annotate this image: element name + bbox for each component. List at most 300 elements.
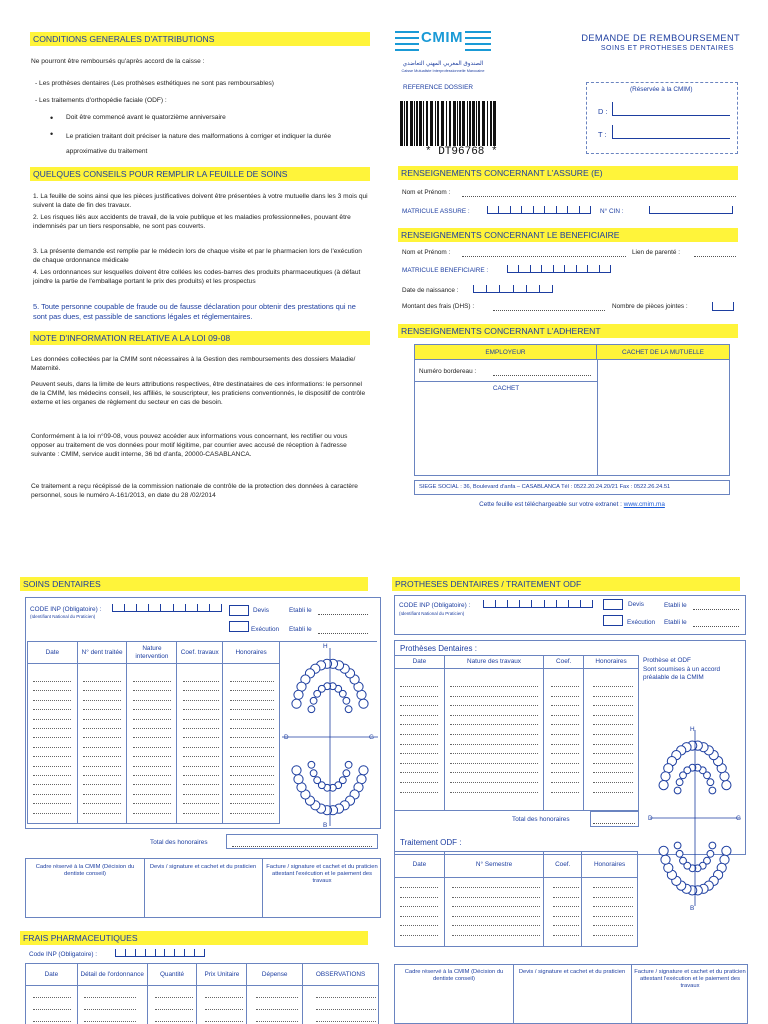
col-dent: N° dent traitée [77,642,127,664]
soins-facture-signature: Facture / signature et cachet et du praticien attestant l'exécution et le paiement des travaux [266,864,378,885]
table-row[interactable] [83,803,121,804]
prot-chart-g: G [736,815,741,822]
table-row[interactable] [183,690,219,691]
soins-devis-label: Devis [253,607,269,614]
table-row[interactable] [230,747,274,748]
tooth-icon[interactable] [709,842,716,849]
tooth-icon[interactable] [308,706,315,713]
col-p-honoraires: Honoraires [584,656,639,669]
side-note-title: Prothèse et ODF [643,657,691,664]
tooth-icon[interactable] [294,775,303,784]
table-row[interactable] [83,756,121,757]
tooth-icon[interactable] [359,699,368,708]
download-note: Cette feuille est téléchargeable sur votre extranet : www.cmim.ma [479,501,665,508]
table-row[interactable] [133,719,171,720]
table-row[interactable] [400,724,438,725]
table-row[interactable] [33,728,71,729]
form-title: DEMANDE DE REMBOURSEMENT [581,33,740,43]
tooth-icon[interactable] [661,772,670,781]
tooth-icon[interactable] [676,850,683,857]
table-row[interactable] [551,724,579,725]
table-row[interactable] [551,696,579,697]
table-row[interactable] [83,766,121,767]
table-row[interactable] [400,887,438,888]
table-row[interactable] [133,709,171,710]
col-pharma-date: Date [26,964,78,986]
table-row[interactable] [183,700,219,701]
table-row[interactable] [551,753,579,754]
table-row[interactable] [551,734,579,735]
table-row[interactable] [183,709,219,710]
table-row[interactable] [593,897,633,898]
table-row[interactable] [183,813,219,814]
tooth-icon[interactable] [314,777,321,784]
tooth-icon[interactable] [674,787,681,794]
conseils-item-1: 1. La feuille de soins ainsi que les pièces justificatives doivent être présentées à votre mutuelle dans les 3 mois qui suivent la date de fin des travaux. [33,193,368,210]
table-row[interactable] [33,719,71,720]
table-row[interactable] [230,784,274,785]
table-row[interactable] [450,724,538,725]
table-row[interactable] [551,686,579,687]
tooth-icon[interactable] [674,842,681,849]
table-row[interactable] [33,690,71,691]
soins-devis-date[interactable] [318,614,368,615]
protheses-section-label: Prothèses Dentaires : [400,644,477,653]
table-row[interactable] [230,728,274,729]
table-row[interactable] [83,794,121,795]
table-row[interactable] [400,734,438,735]
tooth-icon[interactable] [343,697,350,704]
tooth-icon[interactable] [707,850,714,857]
soins-total-label: Total des honoraires [150,839,208,846]
table-row[interactable] [450,715,538,716]
table-row[interactable] [400,916,438,917]
bullet-icon: • [50,129,54,139]
table-row[interactable] [33,766,71,767]
assure-name-field[interactable] [462,196,736,197]
soins-code-label: CODE INP (Obligatoire) : [30,606,102,613]
table-row[interactable] [83,728,121,729]
naissance-field[interactable] [473,285,553,293]
soins-execution-date[interactable] [318,633,368,634]
tooth-icon[interactable] [722,781,731,790]
table-row[interactable] [84,1009,136,1010]
col-date: Date [28,642,78,664]
table-row[interactable] [155,1021,193,1022]
prot-chart-h: H [690,726,695,733]
table-row[interactable] [230,775,274,776]
assure-cin-field[interactable] [649,206,733,214]
protheses-code-label: CODE INP (Obligatoire) : [399,602,471,609]
tooth-icon[interactable] [680,772,687,779]
form-subtitle: SOINS ET PROTHESES DENTAIRES [600,45,734,52]
table-row[interactable] [230,737,274,738]
tooth-icon[interactable] [659,781,668,790]
logo-text: CMIM [421,29,463,46]
conditions-item-2: - Les traitements d'orthopédie faciale (ODF) : [35,97,167,104]
side-note: Sont soumises à un accord préalable de la CMIM [643,666,721,681]
table-row[interactable] [230,756,274,757]
frais-label: Montant des frais (DHS) : [402,303,475,310]
table-row[interactable] [452,897,540,898]
assure-name-label: Nom et Prénom : [402,189,451,196]
tooth-icon[interactable] [345,706,352,713]
siege-social: SIEGE SOCIAL : 36, Boulevard d'anfa – CASABLANCA Tél : 0522.20.24.20/21 Fax : 0522.26.24.51 [414,480,730,495]
table-row[interactable] [593,925,633,926]
table-row[interactable] [450,772,538,773]
reserved-label: (Réservée à la CMIM) [630,86,693,93]
table-row[interactable] [400,705,438,706]
table-row[interactable] [400,906,438,907]
table-row[interactable] [553,897,579,898]
table-row[interactable] [256,1021,298,1022]
table-row[interactable] [230,719,274,720]
table-row[interactable] [256,997,298,998]
table-row[interactable] [400,686,438,687]
table-row[interactable] [553,935,579,936]
table-row[interactable] [133,803,171,804]
table-row[interactable] [593,753,633,754]
soins-code-field[interactable] [112,604,222,612]
table-row[interactable] [83,719,121,720]
table-row[interactable] [400,935,438,936]
table-row[interactable] [593,686,633,687]
protheses-facture-signature: Facture / signature et cachet et du praticien attestant l'exécution et le paiement des travaux [634,969,746,990]
tooth-icon[interactable] [359,766,368,775]
table-row[interactable] [83,681,121,682]
tooth-icon[interactable] [722,846,731,855]
tooth-icon[interactable] [659,846,668,855]
soins-devis-signature: Devis / signature et cachet et du praticien [149,864,257,870]
col-pharma-depense: Dépense [247,964,303,986]
table-row[interactable] [593,705,633,706]
cachet-mutuelle-header: CACHET DE LA MUTUELLE [597,345,729,360]
table-row[interactable] [450,686,538,687]
protheses-title: PROTHESES DENTAIRES / TRAITEMENT ODF [392,577,740,591]
col-pharma-quantite: Quantité [147,964,197,986]
barcode-text: * DT96768 * [425,146,498,158]
table-row[interactable] [551,792,579,793]
assure-title: RENSEIGNEMENTS CONCERNANT L'ASSURE (E) [398,166,738,180]
protheses-execution-date[interactable] [693,626,739,627]
protheses-devis-label: Devis [628,601,644,608]
table-row[interactable] [183,737,219,738]
soins-devis-checkbox[interactable] [229,605,249,616]
soins-cadre-cmim: Cadre réservé à la CMIM (Décision du dentiste conseil) [35,864,135,878]
table-row[interactable] [205,997,243,998]
table-row[interactable] [551,782,579,783]
table-row[interactable] [230,700,274,701]
note-paragraph-4: Ce traitement a reçu récépissé de la commission nationale de contrôle de la protection des données à caractère personnel, sous le numéro A-161/2013, en date du 28 /02/2014 [31,483,358,500]
table-row[interactable] [83,709,121,710]
table-row[interactable] [183,747,219,748]
table-row[interactable] [450,705,538,706]
beneficiaire-name-field[interactable] [462,256,626,257]
table-row[interactable] [33,813,71,814]
beneficiaire-matricule-field[interactable] [507,265,611,273]
table-row[interactable] [83,700,121,701]
parente-field[interactable] [694,256,736,257]
table-row[interactable] [183,681,219,682]
conditions-intro: Ne pourront être remboursés qu'après accord de la caisse : [31,58,205,65]
table-row[interactable] [450,734,538,735]
protheses-execution-checkbox[interactable] [603,615,623,626]
table-row[interactable] [183,775,219,776]
table-row[interactable] [230,709,274,710]
extranet-link[interactable]: www.cmim.ma [623,501,665,508]
protheses-execution-etabli: Etabli le [664,619,687,626]
table-row[interactable] [133,737,171,738]
table-row[interactable] [450,753,538,754]
t-label: T : [598,130,607,139]
table-row[interactable] [452,935,540,936]
table-row[interactable] [551,763,579,764]
frais-field[interactable] [493,310,605,311]
col-odf-honoraires: Honoraires [582,852,638,878]
table-row[interactable] [230,813,274,814]
soins-execution-label: Exécution [251,626,280,633]
table-row[interactable] [84,997,136,998]
tooth-icon[interactable] [314,690,321,697]
table-row[interactable] [400,772,438,773]
protheses-devis-checkbox[interactable] [603,599,623,610]
table-row[interactable] [133,813,171,814]
table-row[interactable] [83,775,121,776]
table-row[interactable] [230,681,274,682]
table-row[interactable] [593,724,633,725]
table-row[interactable] [400,782,438,783]
table-row[interactable] [230,794,274,795]
col-pharma-prix: Prix Unitaire [197,964,247,986]
table-row[interactable] [593,792,633,793]
beneficiaire-name-label: Nom et Prénom : [402,249,451,256]
note-paragraph-3: Conformément à la loi n°09-08, vous pouvez accéder aux informations vous concernant, les rectifier ou vous opposer au traitement de vos données pour motif légitime, par courrier avec accusé de réception à l'adresse suivante : CMIM, service audit interne, 36 bd d'anfa, 20000-CASABLANCA. [31,433,348,459]
table-row[interactable] [400,744,438,745]
table-row[interactable] [593,744,633,745]
table-row[interactable] [593,715,633,716]
table-row[interactable] [400,696,438,697]
table-row[interactable] [33,747,71,748]
assure-cin-label: N° CIN : [600,208,624,215]
tooth-icon[interactable] [680,857,687,864]
table-row[interactable] [33,737,71,738]
table-row[interactable] [593,734,633,735]
table-row[interactable] [33,1009,71,1010]
table-row[interactable] [83,813,121,814]
table-row[interactable] [593,887,633,888]
table-row[interactable] [450,792,538,793]
protheses-devis-date[interactable] [693,609,739,610]
soins-execution-checkbox[interactable] [229,621,249,632]
table-row[interactable] [400,715,438,716]
prot-chart-b: B [690,905,695,912]
table-row[interactable] [551,705,579,706]
soins-devis-etabli: Etabli le [289,607,312,614]
conditions-item-1: - Les prothèses dentaires (Les prothèses esthétiques ne sont pas remboursables) [35,80,274,87]
table-row[interactable] [133,681,171,682]
table-row[interactable] [316,1021,376,1022]
table-row[interactable] [593,782,633,783]
table-row[interactable] [593,906,633,907]
table-row[interactable] [155,997,193,998]
soins-signature-box [25,858,381,918]
table-row[interactable] [133,784,171,785]
protheses-code-field[interactable] [483,600,593,608]
table-row[interactable] [452,906,540,907]
table-row[interactable] [551,744,579,745]
tooth-icon[interactable] [661,855,670,864]
table-row[interactable] [450,782,538,783]
bordereau-field[interactable] [493,375,591,376]
table-row[interactable] [133,756,171,757]
table-row[interactable] [83,747,121,748]
conseils-item-3: 3. La présente demande est remplie par le médecin lors de chaque visite et par le pharmacien lors de l'exécution de chaque ordonnance médicale [33,248,362,265]
pieces-field[interactable] [712,302,734,311]
table-row[interactable] [593,763,633,764]
protheses-table [394,655,639,811]
table-row[interactable] [400,925,438,926]
conditions-sub-2: Le praticien traitant doit préciser la nature des malformations à corriger et indiquer la durée approximative du traitement [66,133,331,156]
tooth-icon[interactable] [707,779,714,786]
tooth-icon[interactable] [310,697,317,704]
table-row[interactable] [450,696,538,697]
conseils-item-5: 5. Toute personne coupable de fraude ou de fausse déclaration pour obtenir des prestations qui ne sont pas dues, est passible de sanctions légales et réglementaires. [33,302,356,322]
table-row[interactable] [205,1021,243,1022]
soins-code-note: (Identifiant National du Praticien) [30,614,96,619]
table-row[interactable] [553,925,579,926]
table-row[interactable] [33,681,71,682]
table-row[interactable] [183,784,219,785]
table-row[interactable] [133,747,171,748]
table-row[interactable] [83,784,121,785]
table-row[interactable] [553,887,579,888]
table-row[interactable] [452,916,540,917]
table-row[interactable] [133,775,171,776]
soins-chart-b: B [323,822,328,829]
table-row[interactable] [33,700,71,701]
table-row[interactable] [593,916,633,917]
table-row[interactable] [400,753,438,754]
table-row[interactable] [230,766,274,767]
protheses-execution-label: Exécution [627,619,656,626]
table-row[interactable] [183,766,219,767]
table-row[interactable] [400,897,438,898]
table-row[interactable] [33,1021,71,1022]
soins-chart-g: G [369,734,374,741]
table-row[interactable] [83,690,121,691]
table-row[interactable] [553,916,579,917]
tooth-icon[interactable] [310,770,317,777]
bordereau-label: Numéro bordereau : [419,368,477,375]
table-row[interactable] [593,772,633,773]
table-row[interactable] [133,690,171,691]
protheses-signature-box [394,964,748,1024]
table-row[interactable] [155,1009,193,1010]
col-pharma-observations: OBSERVATIONS [303,964,379,986]
table-row[interactable] [33,775,71,776]
table-row[interactable] [316,1009,376,1010]
assure-matricule-label: MATRICULE ASSURE : [402,208,470,215]
table-row[interactable] [450,744,538,745]
pharma-code-field[interactable] [115,949,205,957]
naissance-label: Date de naissance : [402,287,459,294]
col-nature: Nature intervention [127,642,177,664]
table-row[interactable] [551,772,579,773]
table-row[interactable] [33,794,71,795]
protheses-code-note: (Identifiant National du Praticien) [399,611,465,616]
col-odf-semestre: N° Semestre [444,852,544,878]
protheses-total-field[interactable] [590,811,639,827]
table-row[interactable] [256,1009,298,1010]
tooth-icon[interactable] [343,770,350,777]
table-row[interactable] [183,756,219,757]
table-row[interactable] [316,997,376,998]
table-row[interactable] [205,1009,243,1010]
table-row[interactable] [553,906,579,907]
table-row[interactable] [400,792,438,793]
tooth-icon[interactable] [292,766,301,775]
adherent-box [414,344,730,476]
table-row[interactable] [183,728,219,729]
table-row[interactable] [133,766,171,767]
table-row[interactable] [33,756,71,757]
table-row[interactable] [133,794,171,795]
pharma-code-label: Code INP (Obligatoire) : [29,951,98,958]
beneficiaire-matricule-label: MATRICULE BENEFICIAIRE : [402,267,489,274]
table-row[interactable] [452,887,540,888]
table-row[interactable] [183,719,219,720]
table-row[interactable] [400,763,438,764]
d-field[interactable] [612,102,730,116]
tooth-icon[interactable] [709,787,716,794]
tooth-icon[interactable] [345,761,352,768]
note-title: NOTE D'INFORMATION RELATIVE A LA LOI 09-08 [30,331,370,345]
protheses-devis-signature: Devis / signature et cachet et du praticien [518,969,626,975]
table-row[interactable] [33,803,71,804]
table-row[interactable] [450,763,538,764]
cachet-label: CACHET [492,385,520,392]
protheses-cadre-cmim: Cadre réservé à la CMIM (Décision du dentiste conseil) [404,969,504,983]
table-row[interactable] [230,803,274,804]
table-row[interactable] [84,1021,136,1022]
table-row[interactable] [452,925,540,926]
table-row[interactable] [183,794,219,795]
assure-matricule-field[interactable] [487,206,591,214]
table-row[interactable] [33,784,71,785]
soins-teeth-chart-icon [282,648,378,826]
tooth-icon[interactable] [676,779,683,786]
table-row[interactable] [133,728,171,729]
col-odf-coef: Coef. [544,852,582,878]
table-row[interactable] [551,715,579,716]
soins-execution-etabli: Etabli le [289,626,312,633]
table-row[interactable] [593,935,633,936]
table-row[interactable] [593,696,633,697]
conditions-sub-1: Doit être commencé avant le quatorzième anniversaire [66,114,226,121]
tooth-icon[interactable] [292,699,301,708]
table-row[interactable] [33,997,71,998]
t-field[interactable] [612,125,730,139]
table-row[interactable] [230,690,274,691]
col-odf-date: Date [395,852,445,878]
table-row[interactable] [33,709,71,710]
table-row[interactable] [183,803,219,804]
tooth-icon[interactable] [308,761,315,768]
barcode-icon [399,101,497,146]
table-row[interactable] [83,737,121,738]
table-row[interactable] [133,700,171,701]
tooth-icon[interactable] [294,690,303,699]
